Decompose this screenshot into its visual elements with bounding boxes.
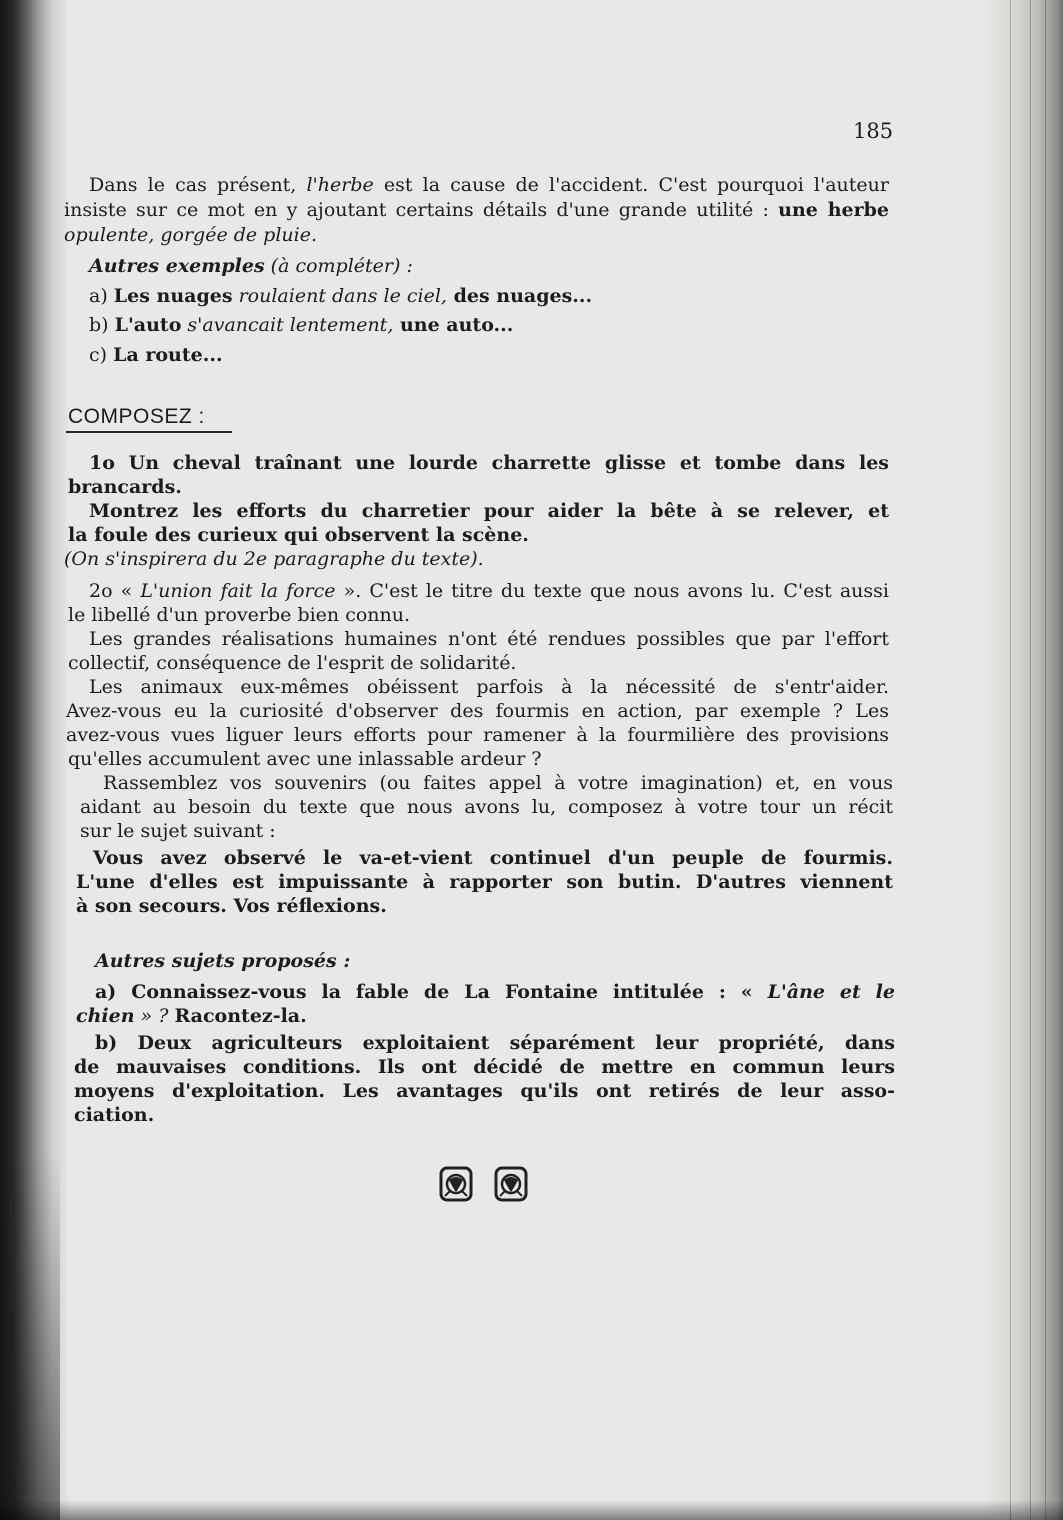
subject1-line-3: Montrez les efforts du charretier pour aider la bête à se relever, et: [89, 500, 889, 522]
examples-heading: Autres exemples (à compléter) :: [89, 255, 413, 277]
other-subject-b-line-1: b) Deux agriculteurs exploitaient séparément leur propriété, dans: [95, 1032, 895, 1054]
subject2-line-9: Rassemblez vos souvenirs (ou faites appel à votre imagination) et, en vous: [103, 772, 893, 794]
compose-heading: COMPOSEZ :: [68, 405, 205, 428]
page-number: 185: [853, 119, 894, 143]
subject2-line-7: avez-vous vues liguer leurs efforts pour ramener à la fourmilière des provisions: [66, 724, 889, 746]
intro-line-3: opulente, gorgée de pluie.: [64, 224, 318, 246]
subject2-line-3: Les grandes réalisations humaines n'ont été rendues possibles que par l'effort: [89, 628, 889, 650]
other-subject-b-line-3: moyens d'exploitation. Les avantages qu'ils ont retirés de leur asso-: [74, 1080, 895, 1102]
decorative-rose-icon: [439, 1166, 473, 1202]
subject2-line-5: Les animaux eux-mêmes obéissent parfois à la nécessité de s'entr'aider.: [89, 676, 889, 698]
subject2-line-8: qu'elles accumulent avec une inlassable ardeur ?: [68, 748, 542, 770]
subject1-line-2: brancards.: [68, 476, 182, 498]
subject2-line-2: le libellé d'un proverbe bien connu.: [68, 604, 411, 626]
other-subject-b-line-2: de mauvaises conditions. Ils ont décidé de mettre en commun leurs: [74, 1056, 895, 1078]
binding-shadow-lower: [0, 1150, 60, 1520]
page-edge-line: [1030, 0, 1031, 1520]
example-b: b) L'auto s'avancait lentement, une auto...: [89, 314, 514, 336]
subject1-line-5: (On s'inspirera du 2e paragraphe du texte).: [64, 548, 484, 570]
page-edge-line: [1045, 0, 1046, 1520]
subject2-line-10: aidant au besoin du texte que nous avons lu, composez à votre tour un récit: [80, 796, 893, 818]
subject2-line-1: 2o « L'union fait la force ». C'est le titre du texte que nous avons lu. C'est aussi: [89, 580, 890, 602]
subject2-line-12: Vous avez observé le va-et-vient continuel d'un peuple de fourmis.: [93, 847, 893, 869]
page-edge-line: [1010, 0, 1011, 1520]
other-subject-a-line-1: a) Connaissez-vous la fable de La Fontaine intitulée : « L'âne et le: [95, 981, 895, 1003]
other-subjects-heading: Autres sujets proposés :: [95, 950, 351, 972]
subject2-line-13: L'une d'elles est impuissante à rapporter son butin. D'autres viennent: [76, 871, 893, 893]
subject2-line-6: Avez-vous eu la curiosité d'observer des fourmis en action, par exemple ? Les: [66, 700, 889, 722]
subject2-line-11: sur le sujet suivant :: [80, 820, 276, 842]
page-bottom-shadow: [0, 1500, 1063, 1520]
intro-line-2: insiste sur ce mot en y ajoutant certains détails d'une grande utilité : une herbe: [64, 199, 889, 221]
subject2-line-4: collectif, conséquence de l'esprit de solidarité.: [68, 652, 517, 674]
compose-heading-underline: [66, 431, 232, 433]
page-edge-right: [983, 0, 1063, 1520]
intro-line-1: Dans le cas présent, l'herbe est la cause de l'accident. C'est pourquoi l'auteur: [89, 174, 889, 196]
subject1-line-1: 1o Un cheval traînant une lourde charrette glisse et tombe dans les: [89, 452, 889, 474]
subject2-line-14: à son secours. Vos réflexions.: [76, 895, 387, 917]
other-subject-b-line-4: ciation.: [74, 1104, 155, 1126]
example-c: c) La route...: [89, 344, 223, 366]
decorative-rose-icon: [494, 1166, 528, 1202]
example-a: a) Les nuages roulaient dans le ciel, des nuages...: [89, 285, 593, 307]
other-subject-a-line-2: chien » ? Racontez-la.: [76, 1005, 307, 1027]
subject1-line-4: la foule des curieux qui observent la scène.: [68, 524, 529, 546]
